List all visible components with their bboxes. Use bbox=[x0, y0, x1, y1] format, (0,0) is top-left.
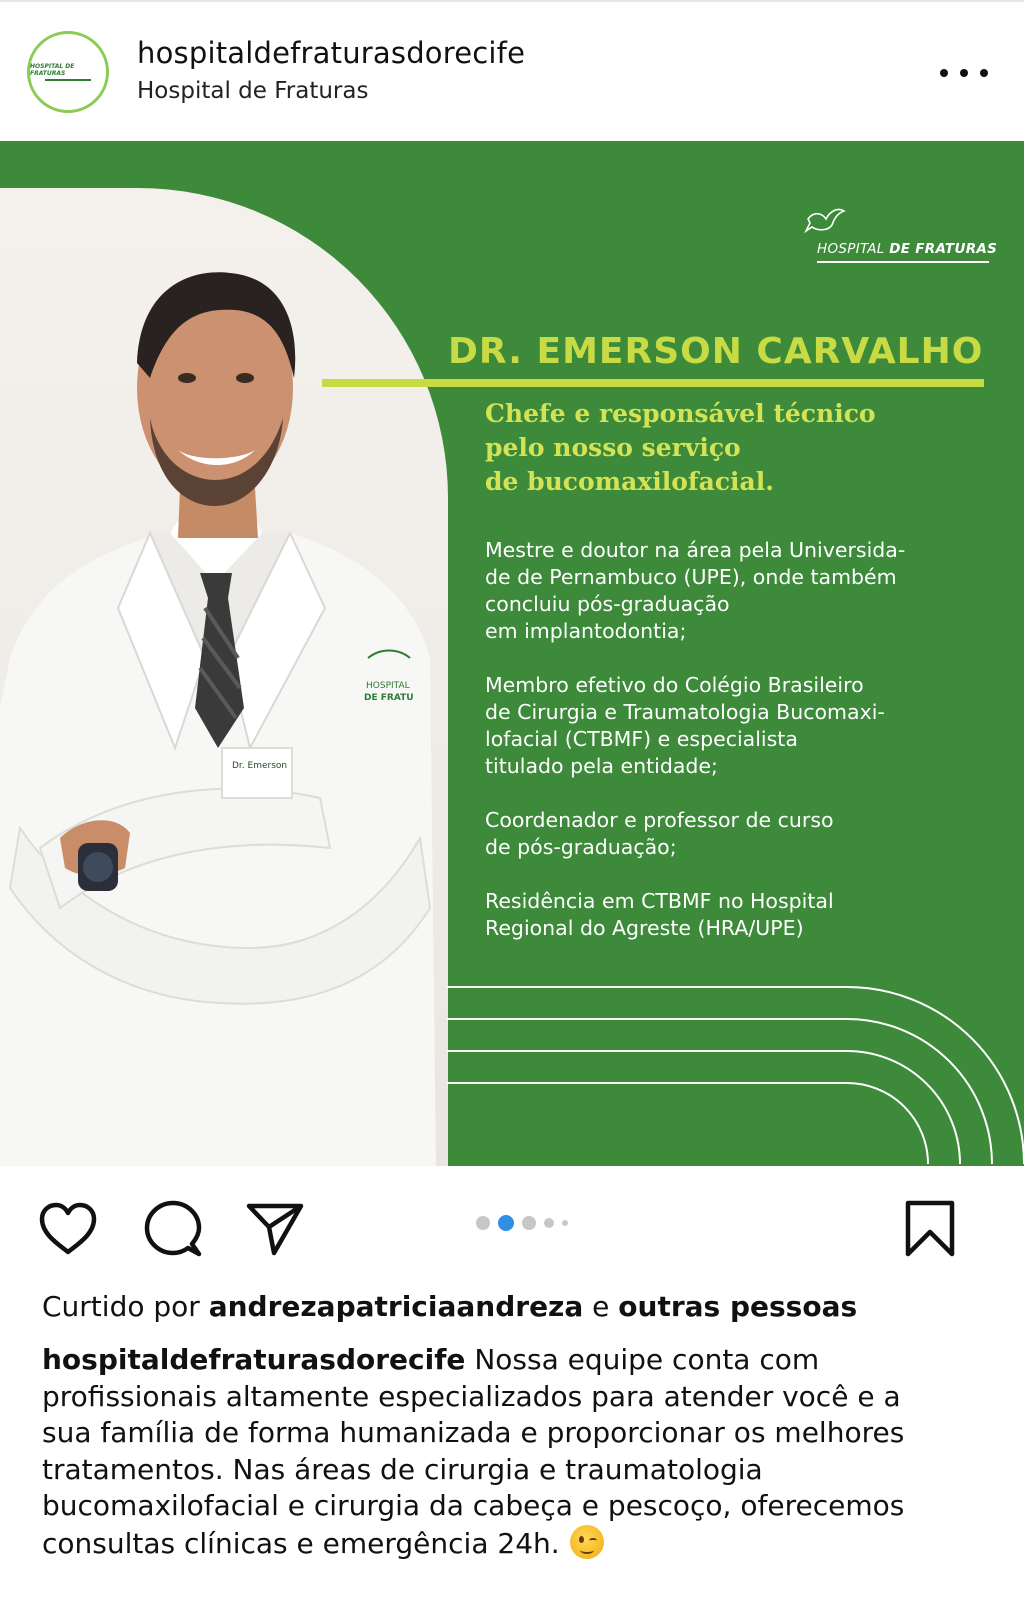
credential-paragraph bbox=[485, 888, 1005, 942]
credential-paragraph bbox=[485, 807, 1005, 861]
caption-text: consultas clínicas e emergência 24h. bbox=[42, 1526, 560, 1560]
doctor-name-underline bbox=[322, 379, 984, 387]
liker-username[interactable]: andrezapatriciaandreza bbox=[208, 1290, 584, 1323]
avatar-logo-line bbox=[45, 79, 91, 81]
post-image[interactable] bbox=[0, 141, 1024, 1166]
role-line: de bucomaxilofacial. bbox=[485, 467, 774, 496]
caption-line bbox=[42, 1525, 1002, 1563]
credential-line: Membro efetivo do Colégio Brasileiro bbox=[485, 673, 864, 697]
carousel-indicator bbox=[476, 1215, 568, 1231]
doctor-credentials bbox=[485, 537, 1005, 969]
more-options-button[interactable] bbox=[940, 58, 988, 88]
carousel-dot-active[interactable] bbox=[498, 1215, 514, 1231]
credential-line: Mestre e doutor na área pela Universida- bbox=[485, 538, 906, 562]
caption-line bbox=[42, 1342, 1002, 1379]
caption-line: bucomaxilofacial e cirurgia da cabeça e pescoço, oferecemos bbox=[42, 1489, 905, 1523]
save-button[interactable] bbox=[904, 1200, 956, 1258]
credential-paragraph bbox=[485, 537, 1005, 645]
doctor-photo bbox=[0, 188, 448, 1166]
credential-line: titulado pela entidade; bbox=[485, 754, 718, 778]
post-location[interactable]: Hospital de Fraturas bbox=[137, 78, 369, 104]
likes-summary bbox=[42, 1290, 857, 1323]
carousel-dot[interactable] bbox=[544, 1218, 554, 1228]
carousel-dot[interactable] bbox=[476, 1216, 490, 1230]
caption-line: sua família de forma humanizada e proporcionar os melhores bbox=[42, 1416, 905, 1450]
more-horizontal-icon bbox=[940, 69, 948, 77]
like-button[interactable] bbox=[38, 1202, 98, 1256]
doctor-photo-panel bbox=[0, 188, 448, 1166]
avatar[interactable] bbox=[27, 31, 109, 113]
hospital-logo-underline bbox=[817, 261, 989, 263]
credential-line: de pós-graduação; bbox=[485, 835, 677, 859]
post-header bbox=[0, 2, 1024, 141]
heart-icon bbox=[38, 1202, 98, 1256]
doctor-name: DR. EMERSON CARVALHO bbox=[448, 331, 984, 372]
caption-username[interactable]: hospitaldefraturasdorecife bbox=[42, 1343, 466, 1376]
credential-paragraph bbox=[485, 672, 1005, 780]
post-username[interactable]: hospitaldefraturasdorecife bbox=[137, 36, 526, 70]
winking-face-emoji bbox=[570, 1525, 604, 1559]
role-line: pelo nosso serviço bbox=[485, 433, 741, 462]
comment-button[interactable] bbox=[144, 1200, 202, 1258]
hospital-logo-text: HOSPITAL DE FRATURAS bbox=[817, 241, 998, 257]
carousel-dot[interactable] bbox=[562, 1220, 568, 1226]
post-caption bbox=[42, 1342, 1002, 1563]
likes-others-link[interactable]: outras pessoas bbox=[618, 1290, 858, 1323]
comment-icon bbox=[144, 1200, 202, 1258]
send-icon bbox=[246, 1202, 304, 1256]
likes-joiner: e bbox=[592, 1290, 610, 1323]
likes-prefix: Curtido por bbox=[42, 1290, 200, 1323]
svg-text:DE FRATU: DE FRATU bbox=[364, 693, 414, 703]
role-line: Chefe e responsável técnico bbox=[485, 399, 876, 428]
credential-line: Regional do Agreste (HRA/UPE) bbox=[485, 916, 804, 940]
share-button[interactable] bbox=[246, 1202, 304, 1256]
avatar-logo-text: HOSPITAL DE FRATURAS bbox=[30, 63, 75, 77]
bookmark-icon bbox=[904, 1200, 956, 1258]
credential-line: Coordenador e professor de curso bbox=[485, 808, 834, 832]
caption-line: tratamentos. Nas áreas de cirurgia e traumatologia bbox=[42, 1452, 763, 1486]
credential-line: Residência em CTBMF no Hospital bbox=[485, 889, 834, 913]
credential-line: concluiu pós-graduação bbox=[485, 592, 730, 616]
credential-line: de de Pernambuco (UPE), onde também bbox=[485, 565, 897, 589]
caption-line: profissionais altamente especializados para atender você e a bbox=[42, 1379, 901, 1413]
coat-embroidery: Dr. Emerson bbox=[232, 761, 288, 771]
more-dot bbox=[960, 69, 968, 77]
hospital-logo bbox=[800, 205, 998, 261]
more-dot bbox=[980, 69, 988, 77]
doctor-role bbox=[485, 397, 985, 499]
svg-text:HOSPITAL: HOSPITAL bbox=[366, 681, 410, 691]
caption-text: Nossa equipe conta com bbox=[474, 1343, 820, 1376]
credential-line: em implantodontia; bbox=[485, 619, 687, 643]
credential-line: de Cirurgia e Traumatologia Bucomaxi- bbox=[485, 700, 885, 724]
decorative-track-lines bbox=[447, 979, 1024, 1166]
dove-icon bbox=[804, 205, 848, 237]
credential-line: lofacial (CTBMF) e especialista bbox=[485, 727, 798, 751]
carousel-dot[interactable] bbox=[522, 1216, 536, 1230]
